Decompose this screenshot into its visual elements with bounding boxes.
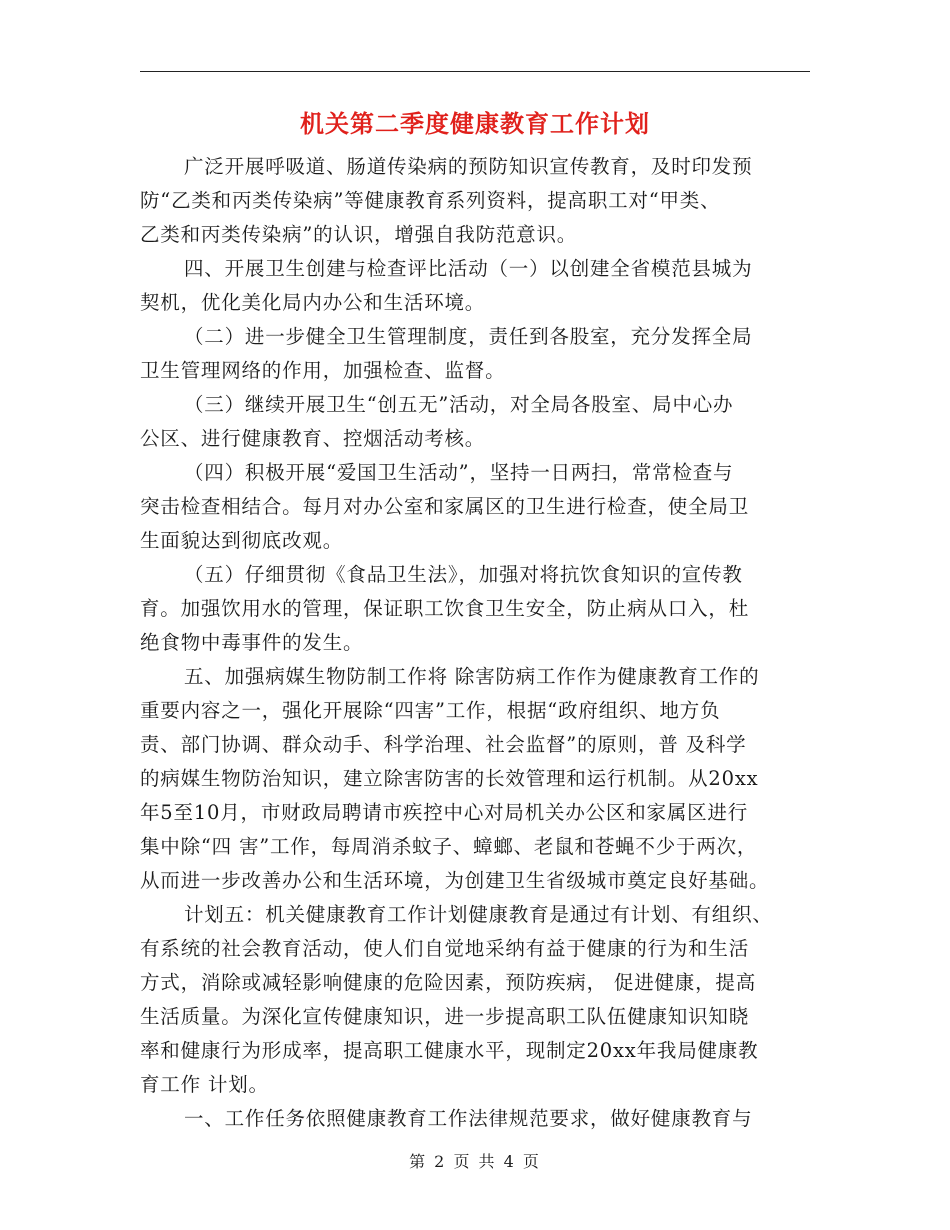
text-line: （四）积极开展“爱国卫生活动”，坚持一日两扫，常常检查与 <box>184 461 734 484</box>
text-line: 生面貌达到彻底改观。 <box>140 529 344 552</box>
text-line: 集中除“四 害”工作，每周消杀蚊子、蟑螂、老鼠和苍蝇不少于两次， <box>140 835 758 858</box>
page-number-footer: 第 2 页 共 4 页 <box>409 1152 541 1171</box>
text-line: 生活质量。为深化宣传健康知识，进一步提高职工队伍健康知识知晓 <box>140 1005 750 1028</box>
text-line: 重要内容之一，强化开展除“四害”工作，根据“政府组织、地方负 <box>140 699 721 722</box>
text-line: （三）继续开展卫生“创五无”活动，对全局各股室、局中心办 <box>184 393 734 416</box>
text-line: 乙类和丙类传染病”的认识，增强自我防范意识。 <box>140 223 578 246</box>
text-line: 责、部门协调、群众动手、科学治理、社会监督”的原则，普 及科学 <box>140 733 747 756</box>
text-line: 广泛开展呼吸道、肠道传染病的预防知识宣传教育，及时印发预 <box>184 155 753 178</box>
text-line: 的病媒生物防治知识，建立除害防害的长效管理和运行机制。从20xx <box>140 767 759 790</box>
text-line: 一、工作任务依照健康教育工作法律规范要求，做好健康教育与 <box>184 1107 753 1130</box>
document-title: 机关第二季度健康教育工作计划 <box>300 109 650 138</box>
text-line: 育工作 计划。 <box>140 1073 269 1096</box>
text-line: 五、加强病媒生物防制工作将 除害防病工作作为健康教育工作的 <box>184 665 760 688</box>
text-line: 突击检查相结合。每月对办公室和家属区的卫生进行检查，使全局卫 <box>140 495 750 518</box>
text-line: 四、开展卫生创建与检查评比活动（一）以创建全省模范县城为 <box>184 257 753 280</box>
text-line: 育。加强饮用水的管理，保证职工饮食卫生安全，防止病从口入，杜 <box>140 597 750 620</box>
document-body <box>140 150 812 1136</box>
text-line: （二）进一步健全卫生管理制度，责任到各股室，充分发挥全局 <box>184 325 753 348</box>
text-line: 有系统的社会教育活动，使人们自觉地采纳有益于健康的行为和生活 <box>140 937 750 960</box>
text-line: 契机，优化美化局内办公和生活环境。 <box>140 291 486 314</box>
text-line: 防“乙类和丙类传染病”等健康教育系列资料，提高职工对“甲类、 <box>140 189 721 212</box>
text-line: 方式，消除或减轻影响健康的危险因素，预防疾病， 促进健康，提高 <box>140 971 756 994</box>
text-line: 绝食物中毒事件的发生。 <box>140 631 364 654</box>
text-line: 卫生管理网络的作用，加强检查、监督。 <box>140 359 506 382</box>
text-line: 公区、进行健康教育、控烟活动考核。 <box>140 427 486 450</box>
text-line: 率和健康行为形成率，提高职工健康水平，现制定20xx年我局健康教 <box>140 1039 759 1062</box>
text-line: 年5至10月，市财政局聘请市疾控中心对局机关办公区和家属区进行 <box>140 801 749 824</box>
header-rule <box>140 71 810 72</box>
text-line: 从而进一步改善办公和生活环境，为创建卫生省级城市奠定良好基础。 <box>140 869 770 892</box>
text-line: （五）仔细贯彻《食品卫生法》，加强对将抗饮食知识的宣传教 <box>184 563 743 586</box>
text-line: 计划五：机关健康教育工作计划健康教育是通过有计划、有组织、 <box>184 903 773 926</box>
